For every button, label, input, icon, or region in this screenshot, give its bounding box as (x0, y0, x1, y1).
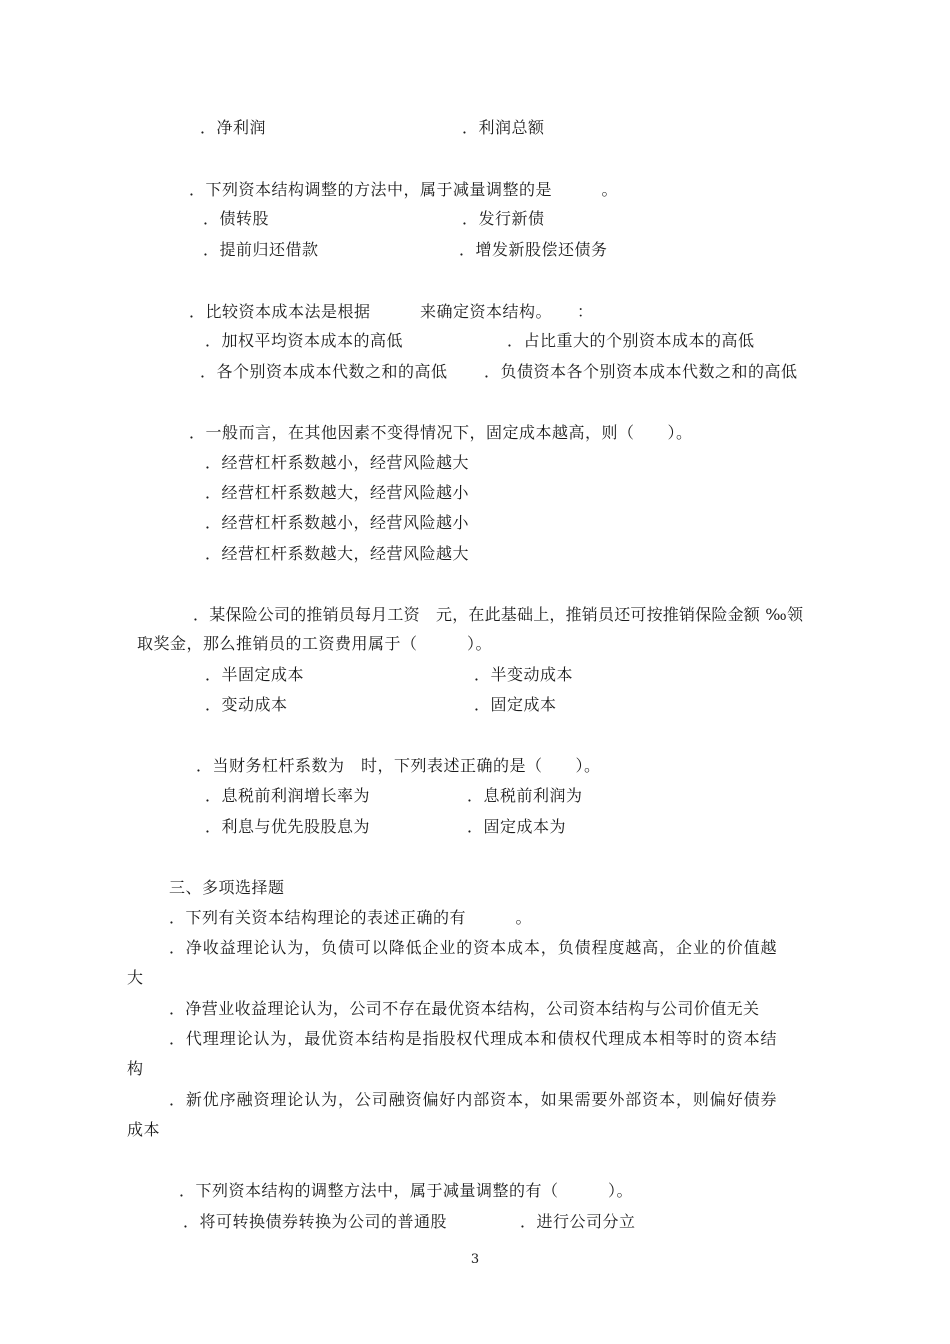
question-capital-cost-comparison: ．比较资本成本法是根据 来确定资本结构。 ： (189, 302, 594, 321)
option-c: ．各个别资本成本代数之和的高低 (200, 362, 448, 381)
section-heading-multiple-choice: 三、多项选择题 (169, 878, 285, 897)
option-b: ．发行新债 (462, 209, 545, 228)
option-d: ．固定成本 (474, 695, 557, 714)
option-d: ．固定成本为 (467, 817, 567, 836)
option-a: ．加权平均资本成本的高低 (205, 331, 404, 350)
option-a-net-profit: ．净利润 (200, 118, 267, 137)
option-c: ．变动成本 (205, 695, 288, 714)
option-c: ．提前归还借款 (203, 240, 319, 259)
option-b-total-profit: ．利润总额 (462, 118, 545, 137)
option-b: ．经营杠杆系数越大，经营风险越小 (205, 483, 470, 502)
option-d: ．经营杠杆系数越大，经营风险越大 (205, 544, 470, 563)
option-d: ．负债资本各个别资本成本代数之和的高低 (484, 362, 798, 381)
page-number: 3 (470, 1252, 480, 1267)
question-capital-structure-theory: ．下列有关资本结构理论的表述正确的有 。 (169, 908, 533, 927)
option-a: ．息税前利润增长率为 (205, 786, 371, 805)
option-d: ．增发新股偿还债务 (459, 240, 608, 259)
option-c: ．利息与优先股股息为 (205, 817, 371, 836)
question-fixed-cost: ．一般而言，在其他因素不变得情况下，固定成本越高，则（ ）。 (189, 423, 693, 442)
option-d: ．新优序融资理论认为，公司融资偏好内部资本，如果需要外部资本，则偏好债券 (169, 1090, 778, 1109)
option-a: ．债转股 (203, 209, 270, 228)
option-b: ．半变动成本 (474, 665, 574, 684)
question-capital-structure-reduction: ．下列资本结构调整的方法中，属于减量调整的是 。 (189, 180, 619, 199)
option-a: ．将可转换债券转换为公司的普通股 (183, 1212, 448, 1231)
question-capital-structure-adjustment: ．下列资本结构的调整方法中，属于减量调整的有（ ）。 (179, 1181, 634, 1200)
option-b: ．净营业收益理论认为，公司不存在最优资本结构，公司资本结构与公司价值无关 (169, 999, 760, 1018)
question-financial-leverage: ．当财务杠杆系数为 时，下列表述正确的是（ ）。 (196, 756, 601, 775)
question-salesman-wage: ．某保险公司的推销员每月工资 元，在此基础上，推销员还可按推销保险金额 ‰领 (193, 605, 804, 624)
question-salesman-wage-cont: 取奖金，那么推销员的工资费用属于（ ）。 (137, 634, 493, 653)
option-d-cont: 成本 (127, 1120, 161, 1139)
option-a-cont: 大 (127, 968, 144, 987)
option-b: ．占比重大的个别资本成本的高低 (507, 331, 755, 350)
option-c: ．经营杠杆系数越小，经营风险越小 (205, 513, 470, 532)
option-c-cont: 构 (127, 1059, 144, 1078)
option-a: ．经营杠杆系数越小，经营风险越大 (205, 453, 470, 472)
option-a: ．净收益理论认为，负债可以降低企业的资本成本，负债程度越高，企业的价值越 (169, 938, 778, 957)
option-b: ．息税前利润为 (467, 786, 583, 805)
option-c: ．代理理论认为，最优资本结构是指股权代理成本和债权代理成本相等时的资本结 (169, 1029, 778, 1048)
option-b: ．进行公司分立 (520, 1212, 636, 1231)
option-a: ．半固定成本 (205, 665, 305, 684)
